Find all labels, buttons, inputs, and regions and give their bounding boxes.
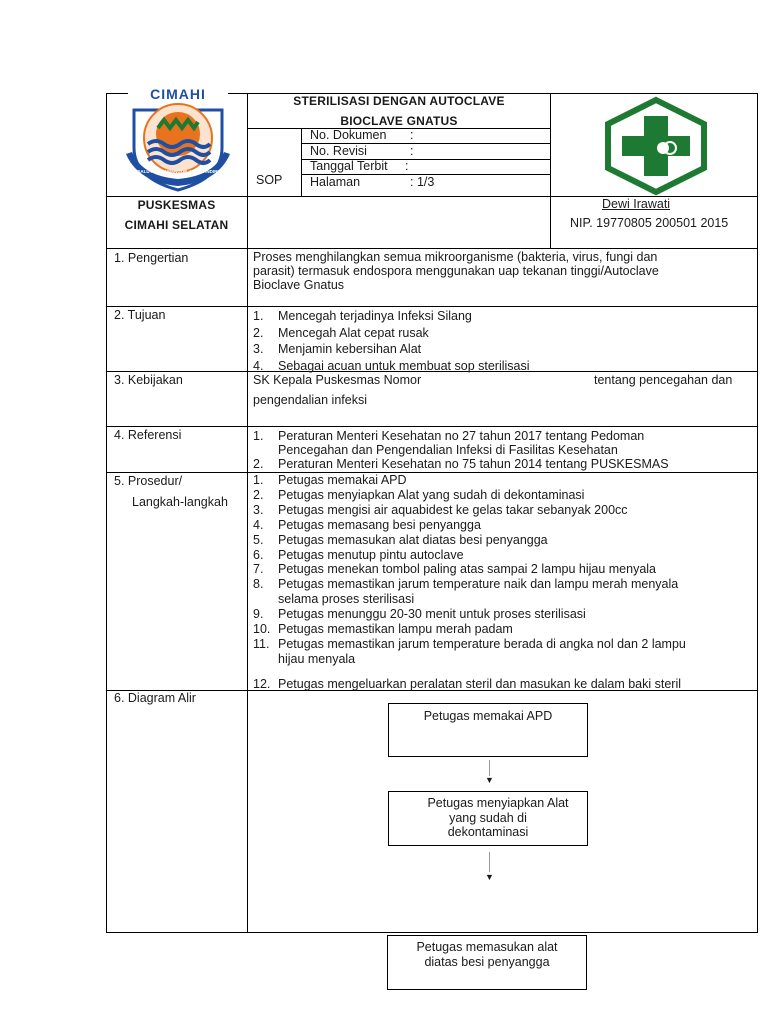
prosedur-list-last (253, 677, 681, 692)
prosedur-label-2: Langkah-langkah (132, 495, 228, 509)
kebijakan-text-left: SK Kepala Puskesmas Nomor (253, 373, 422, 387)
list-item: 10. Petugas memastikan lampu merah padam (253, 622, 513, 637)
revision-label: No. Revisi (310, 144, 367, 158)
kebijakan-text-line2: pengendalian infeksi (253, 393, 367, 407)
list-item: 3. Petugas mengisi air aquabidest ke gelas takar sebanyak 200cc (253, 502, 628, 517)
tujuan-label: 2. Tujuan (114, 308, 166, 322)
list-item: 9. Petugas menunggu 20-30 menit untuk proses sterilisasi (253, 607, 586, 622)
list-item: 7. Petugas menekan tombol paling atas sampai 2 lampu hijau menyala (253, 562, 657, 577)
page-value: : 1/3 (410, 175, 435, 189)
arrow-down-icon: ▼ (485, 775, 494, 785)
tujuan-list (253, 308, 530, 374)
list-item: 4. Sebagai acuan untuk membuat sop sterilisasi (253, 358, 530, 373)
list-item: 2. Peraturan Menteri Kesehatan no 75 tahun 2014 tentang PUSKESMAS (253, 457, 669, 471)
flow-box-3-text-2: diatas besi penyangga (424, 954, 550, 969)
document-title-line2: BIOCLAVE GNATUS (340, 114, 458, 128)
prosedur-list (253, 473, 686, 667)
list-item: selama proses sterilisasi (278, 592, 415, 607)
logo-text: CIMAHI (150, 86, 206, 102)
pengertian-text-3: Bioclave Gnatus (253, 278, 345, 292)
org-name-line2: CIMAHI SELATAN (124, 218, 229, 232)
list-item: 5. Petugas memasukan alat diatas besi penyangga (253, 532, 548, 547)
list-item: hijau menyala (278, 651, 356, 666)
list-item: 2. Petugas menyiapkan Alat yang sudah di dekontaminasi (253, 487, 585, 502)
list-item: 2. Mencegah Alat cepat rusak (253, 325, 429, 340)
kebijakan-label: 3. Kebijakan (114, 373, 183, 387)
doc-number-label: No. Dokumen (310, 128, 387, 142)
list-item: 11. Petugas memastikan jarum temperature berada di angka nol dan 2 lampu (253, 636, 686, 651)
kebijakan-text-right: tentang pencegahan dan (594, 373, 733, 387)
flow-box-2 (388, 791, 588, 846)
issue-date-label: Tanggal Terbit (310, 159, 388, 173)
flow-box-1 (388, 703, 588, 757)
org-name-line1: PUSKESMAS (137, 198, 216, 212)
arrow-down-icon: ▼ (485, 872, 494, 882)
issue-date-value: : (405, 159, 409, 173)
list-item: 3. Menjamin kebersihan Alat (253, 342, 422, 356)
flow-box-2-text-2: yang sudah di (449, 810, 527, 825)
flow-box-2-text-1: Petugas menyiapkan Alat (427, 796, 569, 810)
sop-label: SOP (256, 173, 283, 187)
doc-number-value: : (410, 128, 414, 142)
diagram-label: 6. Diagram Alir (114, 691, 196, 705)
document-title-line1: STERILISASI DENGAN AUTOCLAVE (293, 94, 505, 108)
list-item: 8. Petugas memastikan jarum temperature naik dan lampu merah menyala (253, 577, 679, 592)
list-item: 6. Petugas menutup pintu autoclave (253, 547, 464, 562)
prosedur-label: 5. Prosedur/ (114, 474, 183, 488)
list-item: 12. Petugas mengeluarkan peralatan steril dan masukan ke dalam baki steril (253, 677, 682, 691)
logo-motto: SALUYU NGAMANGUN JATI MANDIRI (137, 169, 219, 174)
pengertian-text-2: parasit) termasuk endospora menggunakan uap tekanan tinggi/Autoclave (253, 264, 659, 278)
pengertian-label: 1. Pengertian (114, 251, 189, 265)
page-label: Halaman (310, 175, 361, 189)
signer-nip: NIP. 19770805 200501 2015 (570, 216, 729, 230)
list-item: 1. Petugas memakai APD (253, 473, 407, 487)
list-item: 1. Peraturan Menteri Kesehatan no 27 tahun 2017 tentang Pedoman (253, 429, 645, 443)
list-item: 1. Mencegah terjadinya Infeksi Silang (253, 309, 472, 323)
flow-box-3-text-1: Petugas memasukan alat (416, 940, 558, 954)
list-item: Pencegahan dan Pengendalian Infeksi di Fasilitas Kesehatan (278, 443, 618, 457)
flow-box-2-text-3: dekontaminasi (447, 825, 529, 839)
flow-box-3 (387, 935, 587, 990)
flow-box-1-text: Petugas memakai APD (423, 709, 553, 723)
pengertian-text-1: Proses menghilangkan semua mikroorganisme (bakteria, virus, fungi dan (253, 250, 658, 264)
referensi-label: 4. Referensi (114, 428, 182, 442)
flow-connector-1 (489, 760, 490, 776)
signer-name: Dewi Irawati (602, 197, 671, 211)
puskesmas-logo (600, 96, 712, 196)
flow-connector-2 (489, 852, 490, 872)
revision-value: : (410, 144, 414, 158)
referensi-list (253, 429, 669, 471)
list-item: 4. Petugas memasang besi penyangga (253, 517, 481, 532)
cimahi-logo (118, 86, 238, 194)
